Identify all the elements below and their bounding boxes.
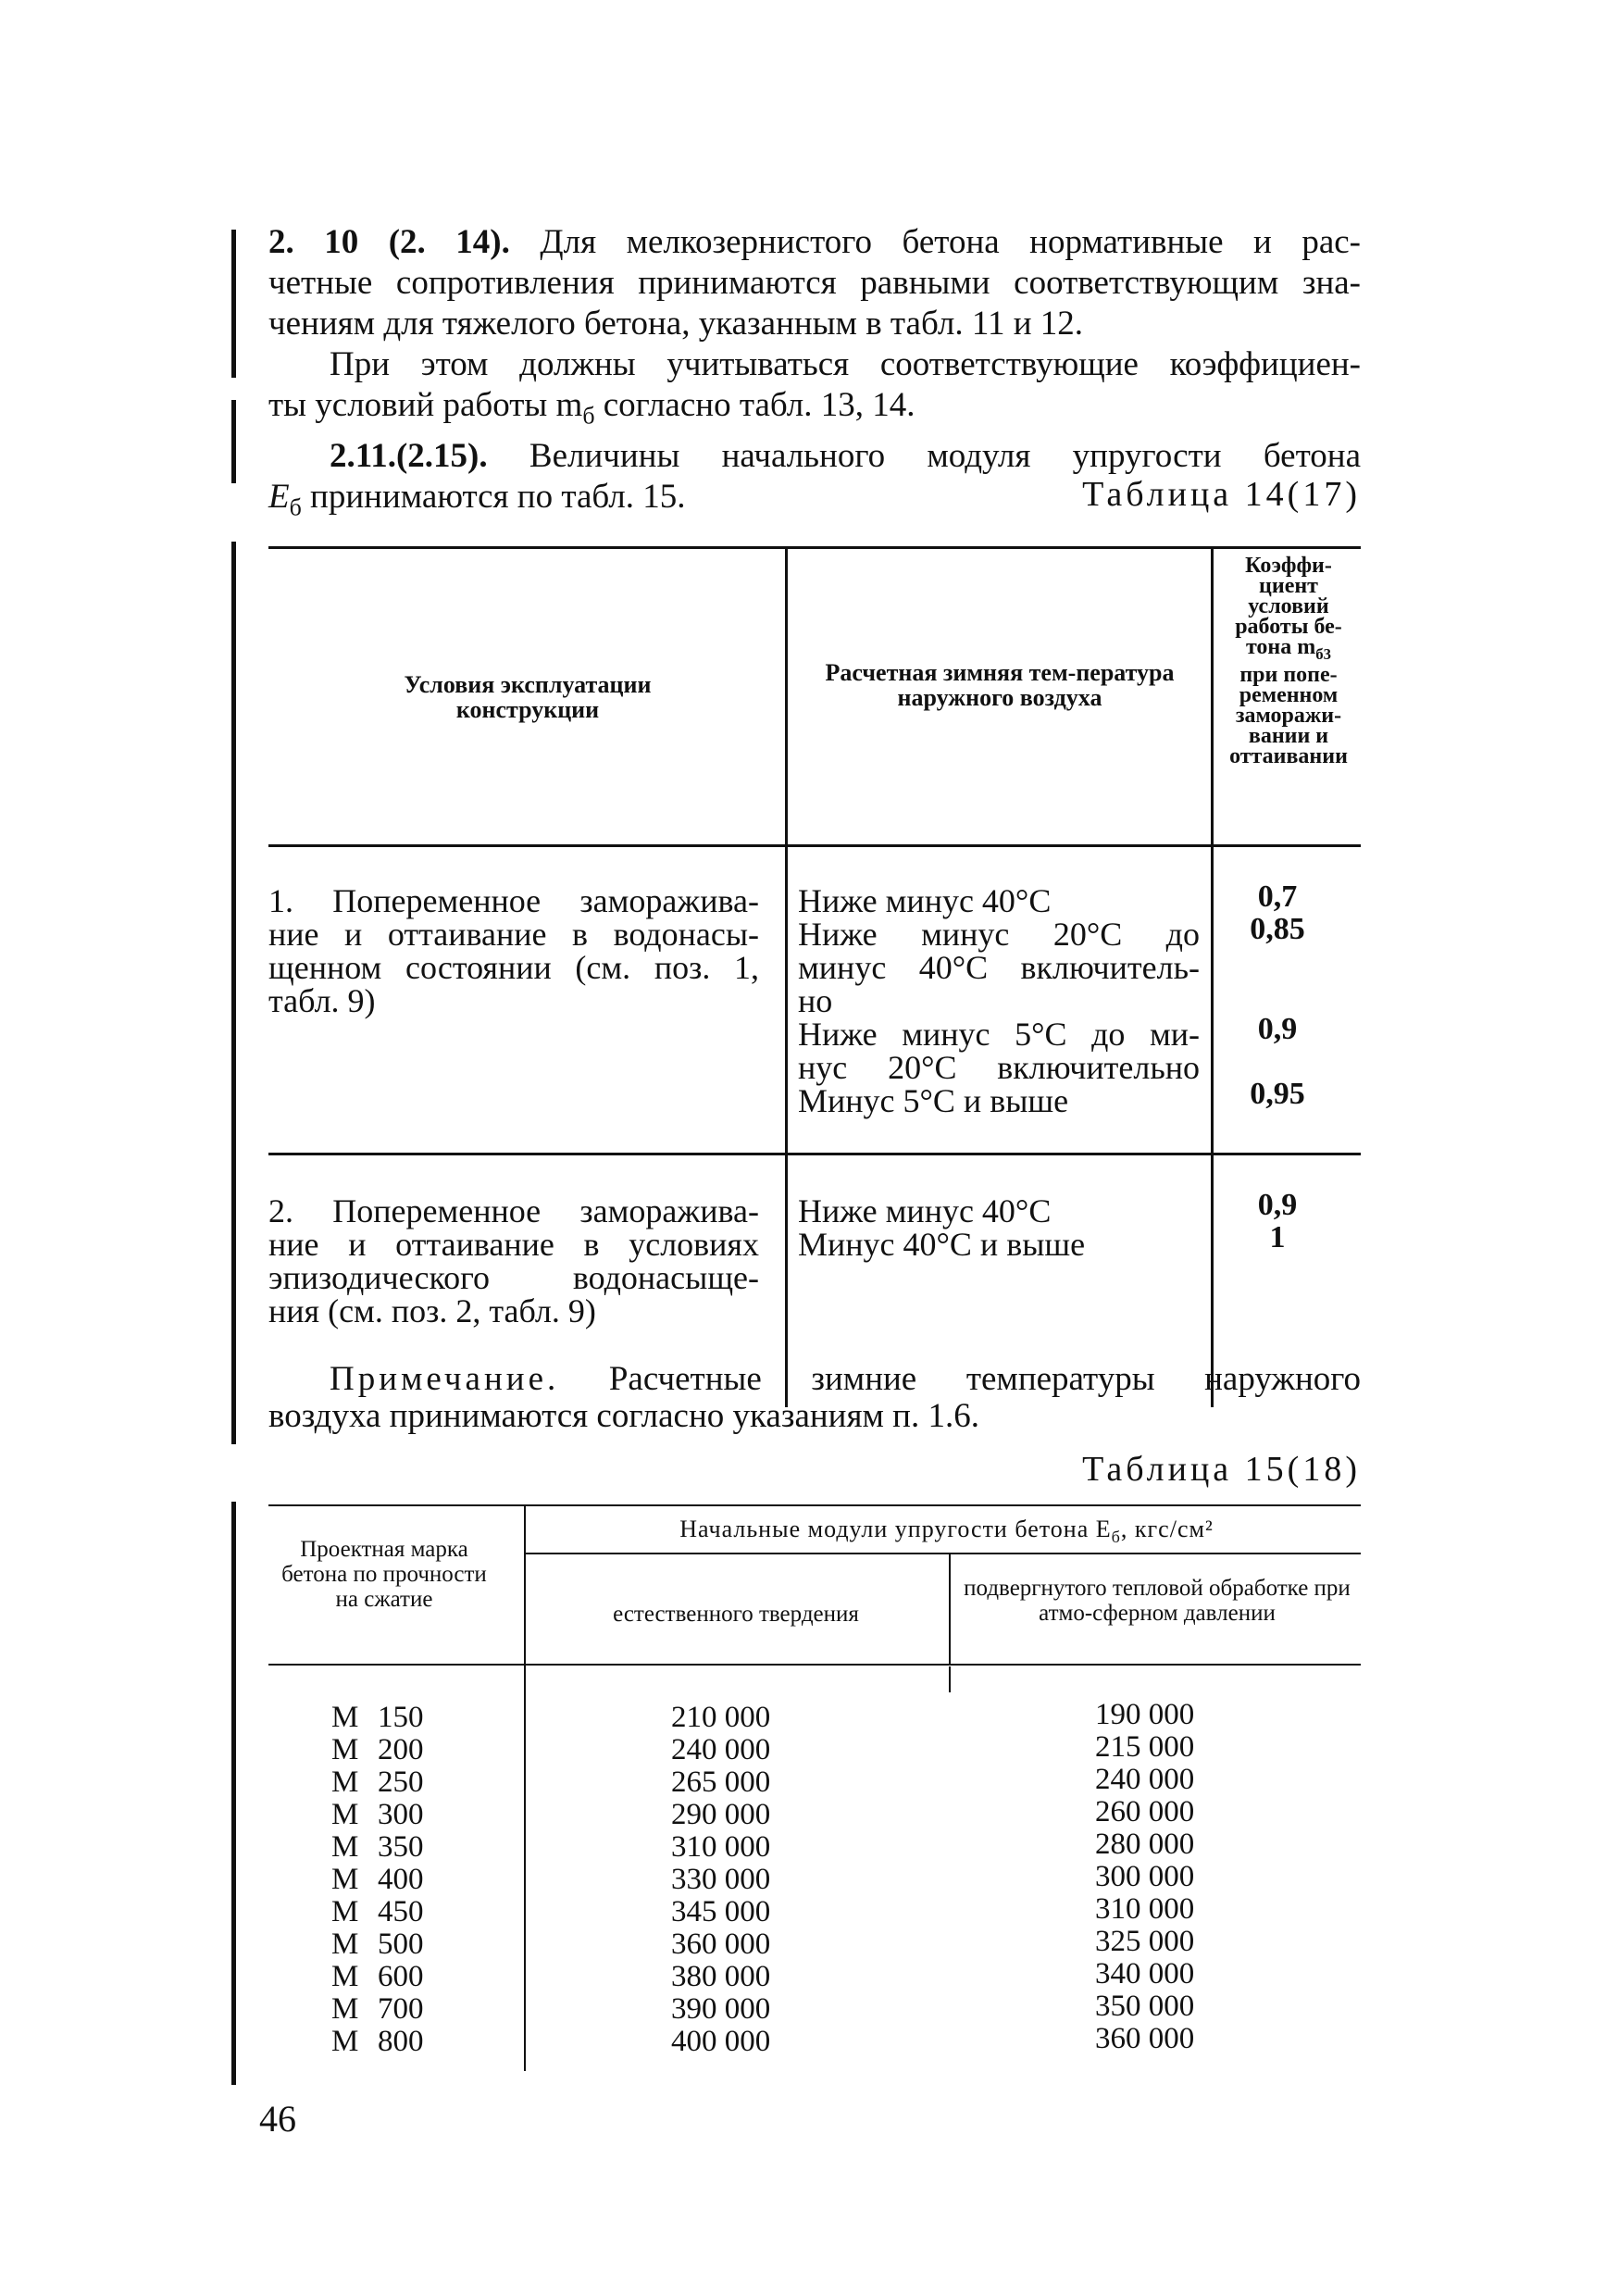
modulus-value: 260 000 <box>1095 1795 1195 1828</box>
subscript: б <box>1111 1528 1121 1547</box>
modulus-value: 340 000 <box>1095 1957 1195 1990</box>
grade-value: 500 <box>378 1928 424 1961</box>
grade-prefix: М <box>331 1895 359 1928</box>
modulus-value: 290 000 <box>671 1798 771 1831</box>
cell-line: Минус 40°С и выше <box>798 1226 1086 1263</box>
grade-prefix: М <box>331 1863 359 1896</box>
table-14-caption: Таблица 14(17) <box>1082 475 1361 514</box>
header-temperature: Расчетная зимняя тем-пература наружного воздуха <box>825 659 1175 711</box>
header-line: вании и <box>1248 723 1329 748</box>
modulus-value: 325 000 <box>1095 1925 1195 1958</box>
grade-value: 250 <box>378 1766 424 1799</box>
header-natural: естественного твердения <box>613 1602 859 1627</box>
table-row-1-temperature <box>798 884 1200 1117</box>
grade-prefix: М <box>331 1830 359 1864</box>
subscript: б <box>582 402 595 430</box>
cell-line: 2. Попеременное заморажива- <box>268 1192 759 1229</box>
header-text: Начальные модули упругости бетона E <box>679 1516 1112 1542</box>
note-text: Расчетные зимние температуры наружного <box>559 1360 1361 1398</box>
table-rule <box>526 1553 1361 1554</box>
section-number: 2.11.(2.15). <box>330 437 488 476</box>
modulus-value: 400 000 <box>671 2025 771 2058</box>
natural-column <box>671 1702 770 2058</box>
table-row <box>331 1766 424 1799</box>
grade-value: 800 <box>378 2025 424 2058</box>
modulus-value: 280 000 <box>1095 1828 1195 1861</box>
cell-line: Минус 5°С и выше <box>798 1082 1069 1119</box>
grade-prefix: М <box>331 1701 359 1734</box>
grade-value: 200 <box>378 1733 424 1766</box>
table-row-2-temperature <box>798 1194 1200 1261</box>
modulus-value: 240 000 <box>671 1733 771 1766</box>
header-line: тона m <box>1245 635 1316 659</box>
cell-line: нус 20°С включительно <box>798 1049 1200 1086</box>
grade-column <box>331 1702 424 2058</box>
modulus-value: 215 000 <box>1095 1730 1195 1764</box>
grade-value: 400 <box>378 1863 424 1896</box>
margin-bar <box>231 542 236 1444</box>
text-line: При этом должны учитываться соответствующие коэффициен- <box>330 345 1361 383</box>
section-number: 2. 10 (2. 14). <box>268 223 510 261</box>
margin-bar <box>231 400 236 483</box>
header-line: оттаивании <box>1229 743 1348 768</box>
table-column-rule <box>524 1504 526 2071</box>
table-row <box>331 1993 424 2026</box>
header-line: при попе- <box>1239 662 1338 687</box>
table-row <box>331 1831 424 1864</box>
grade-value: 600 <box>378 1960 424 1993</box>
header-steamed: подвергнутого тепловой обработке при атмо-сферном давлении <box>964 1576 1351 1626</box>
table-rule <box>268 1153 1361 1155</box>
note-text: воздуха принимаются согласно указаниям п. 1.6. <box>268 1397 979 1435</box>
coefficient-value: 0,85 <box>1250 912 1305 946</box>
cell-line: Ниже минус 5°С до ми- <box>798 1016 1200 1053</box>
header-conditions: Условия эксплуатации конструкции <box>404 671 652 723</box>
coefficient-value: 0,7 <box>1257 880 1298 914</box>
table-row <box>331 2026 424 2058</box>
cell-line: ние и оттаивание в водонасы- <box>268 916 759 953</box>
table-row <box>331 1896 424 1928</box>
header-grade: Проектная марка бетона по прочности на сжатие <box>281 1537 487 1612</box>
modulus-value: 350 000 <box>1095 1990 1195 2023</box>
cell-line: Ниже минус 40°С <box>798 882 1052 919</box>
modulus-value: 240 000 <box>1095 1763 1195 1796</box>
text-line: Величины начального модуля упругости бетона <box>529 437 1361 476</box>
cell-line: ние и оттаивание в условиях <box>268 1226 759 1263</box>
cell-line: минус 40°С включитель- <box>798 949 1200 986</box>
cell-line: 1. Попеременное заморажива- <box>268 882 759 919</box>
note-label: Примечание. <box>330 1360 560 1398</box>
cell-line: Ниже минус 40°С <box>798 1192 1052 1229</box>
table-15-caption: Таблица 15(18) <box>1082 1450 1361 1489</box>
grade-value: 300 <box>378 1798 424 1831</box>
modulus-value: 360 000 <box>1095 2022 1195 2055</box>
grade-prefix: М <box>331 1733 359 1766</box>
modulus-value: 390 000 <box>671 1992 771 2026</box>
table-row <box>331 1734 424 1766</box>
grade-prefix: М <box>331 1928 359 1961</box>
modulus-value: 190 000 <box>1095 1698 1195 1731</box>
grade-prefix: М <box>331 1960 359 1993</box>
modulus-value: 345 000 <box>671 1895 771 1928</box>
grade-value: 150 <box>378 1701 424 1734</box>
modulus-value: 265 000 <box>671 1766 771 1799</box>
margin-bar <box>231 230 236 378</box>
modulus-value: 380 000 <box>671 1960 771 1993</box>
modulus-value: 300 000 <box>1095 1860 1195 1893</box>
table-row <box>331 1702 424 1734</box>
header-line: работы бе- <box>1235 615 1342 639</box>
text-line: четные сопротивления принимаются равными соответствующим зна- <box>268 264 1361 302</box>
text-line: Для мелкозернистого бетона нормативные и рас- <box>540 223 1362 261</box>
table-column-rule <box>949 1666 951 1692</box>
table-row <box>331 1799 424 1831</box>
subscript: б <box>289 493 302 521</box>
table-rule <box>268 546 1361 549</box>
coefficient-value: 0,95 <box>1250 1077 1305 1111</box>
modulus-value: 360 000 <box>671 1928 771 1961</box>
modulus-value: 330 000 <box>671 1863 771 1896</box>
header-line: циент <box>1259 574 1318 598</box>
header-line: ременном <box>1239 682 1339 707</box>
table-row-2-condition <box>268 1194 759 1328</box>
steamed-column <box>1095 1699 1194 2055</box>
grade-prefix: М <box>331 1798 359 1831</box>
grade-prefix: М <box>331 2025 359 2058</box>
grade-value: 700 <box>378 1992 424 2026</box>
table-row <box>331 1928 424 1961</box>
symbol: E <box>268 478 290 517</box>
coefficient-value: 0,9 <box>1257 1188 1298 1222</box>
text-line: чениям для тяжелого бетона, указанным в табл. 11 и 12. <box>268 305 1084 343</box>
cell-line: эпизодического водонасыще- <box>268 1259 759 1296</box>
table-row <box>331 1864 424 1896</box>
grade-value: 450 <box>378 1895 424 1928</box>
cell-line: табл. 9) <box>268 982 376 1019</box>
table-column-rule <box>949 1554 951 1664</box>
coefficient-value: 1 <box>1269 1220 1286 1254</box>
subscript: б3 <box>1315 644 1332 663</box>
header-unit: , кгс/см² <box>1120 1516 1214 1542</box>
cell-line: но <box>798 982 833 1019</box>
cell-line: ния (см. поз. 2, табл. 9) <box>268 1292 596 1329</box>
table-column-rule <box>785 546 788 1407</box>
header-line: заморажи- <box>1235 703 1342 728</box>
modulus-value: 210 000 <box>671 1701 771 1734</box>
table-rule <box>268 844 1361 847</box>
header-line: Коэффи- <box>1245 554 1332 578</box>
table-row-1-condition <box>268 884 759 1017</box>
header-coefficient <box>1214 555 1363 767</box>
margin-bar <box>231 1502 236 2085</box>
header-modulus-group <box>532 1516 1361 1550</box>
text-line: принимаются по табл. 15. <box>301 478 686 517</box>
modulus-value: 310 000 <box>671 1830 771 1864</box>
cell-line: щенном состоянии (см. поз. 1, <box>268 949 759 986</box>
text-line: согласно табл. 13, 14. <box>594 386 915 424</box>
modulus-value: 310 000 <box>1095 1892 1195 1926</box>
table-row <box>331 1961 424 1993</box>
grade-prefix: М <box>331 1766 359 1799</box>
coefficient-value: 0,9 <box>1257 1012 1298 1046</box>
table-rule <box>268 1504 1361 1506</box>
page-number: 46 <box>259 2098 296 2140</box>
table-column-rule <box>1211 546 1214 1407</box>
table-rule <box>268 1664 1361 1666</box>
grade-value: 350 <box>378 1830 424 1864</box>
cell-line: Ниже минус 20°С до <box>798 916 1200 953</box>
grade-prefix: М <box>331 1992 359 2026</box>
table-14-note <box>268 1361 1361 1435</box>
text-line: ты условий работы m <box>268 386 583 424</box>
header-line: условий <box>1248 594 1329 618</box>
